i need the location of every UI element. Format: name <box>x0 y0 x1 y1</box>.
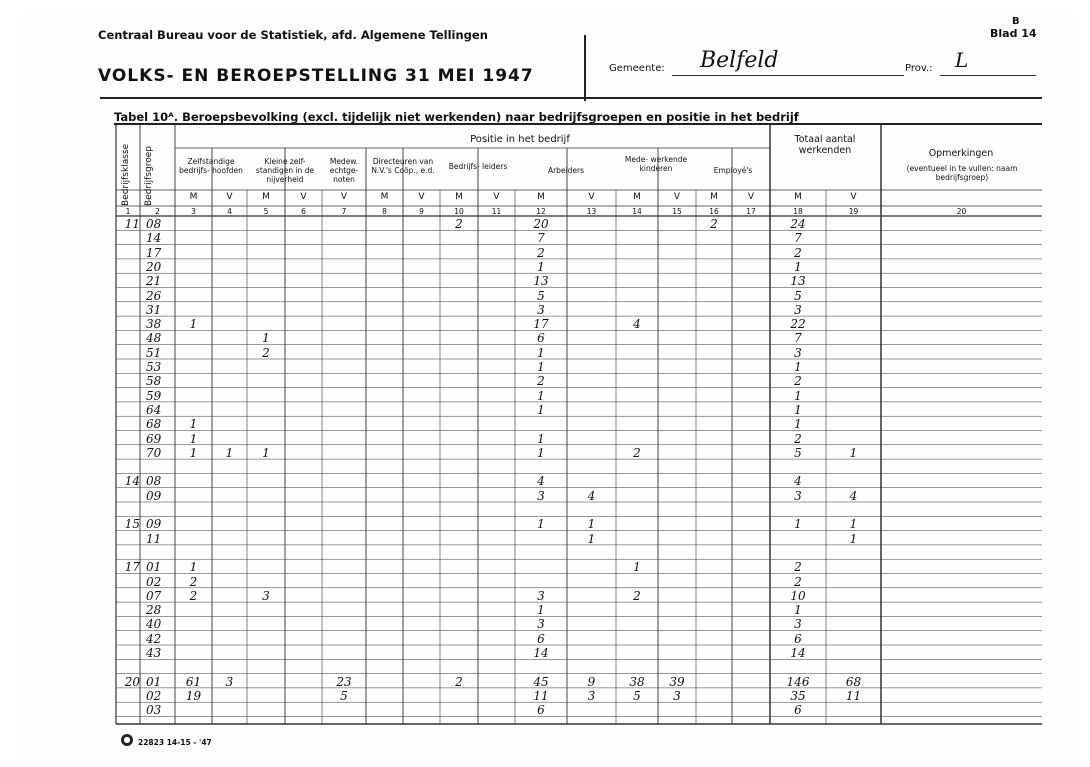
mv-label-col-13: V <box>588 192 595 202</box>
col-number-10: 10 <box>454 207 464 216</box>
cell-col-14: 5 <box>633 688 641 703</box>
cell-col-12: 11 <box>533 688 549 703</box>
gemeente-label: Gemeente: <box>609 63 665 74</box>
groep-value: 20 <box>146 259 162 274</box>
cell-col-10: 2 <box>455 217 463 231</box>
groep-value: 08 <box>146 474 162 489</box>
census-title: VOLKS- EN BEROEPSTELLING 31 MEI 1947 <box>98 66 534 86</box>
cell-col-12: 1 <box>537 345 545 360</box>
cell-col-7: 23 <box>336 674 352 689</box>
cell-col-3: 61 <box>185 674 202 689</box>
col-number-11: 11 <box>491 207 502 216</box>
cell-col-14: 2 <box>633 445 641 460</box>
groep-value: 09 <box>146 488 162 503</box>
col-number-9: 9 <box>419 207 424 216</box>
groep-value: 11 <box>146 531 162 546</box>
col-number-1: 1 <box>125 207 131 216</box>
col-number-3: 3 <box>191 207 196 216</box>
klasse-value: 15 <box>124 517 140 532</box>
prov-value: L <box>955 48 969 72</box>
col-number-18: 18 <box>793 207 803 216</box>
cell-col-18: 13 <box>790 274 806 289</box>
cell-col-3: 1 <box>189 317 198 332</box>
col-header-opmerkingen: Opmerkingen <box>928 148 994 159</box>
groep-value: 38 <box>146 317 162 332</box>
cell-col-5: 1 <box>262 445 270 460</box>
col-header-leiders: Bedrijfs- leiders <box>448 162 508 171</box>
cell-col-14: 4 <box>633 317 641 332</box>
col-number-7: 7 <box>341 207 347 216</box>
col-header-employes: Employé's <box>713 166 753 175</box>
cell-col-14: 2 <box>633 588 641 603</box>
cell-col-18: 3 <box>794 302 802 317</box>
klasse-value: 17 <box>124 560 140 575</box>
cell-col-18: 10 <box>790 588 806 603</box>
cell-col-10: 2 <box>455 674 463 689</box>
cell-col-12: 1 <box>537 431 545 446</box>
mv-label-col-10: M <box>455 192 463 202</box>
cell-col-18: 1 <box>794 402 802 417</box>
cell-col-5: 2 <box>262 345 270 360</box>
col-number-17: 17 <box>746 207 756 216</box>
col-number-8: 8 <box>382 207 387 216</box>
cell-col-13: 1 <box>587 517 596 532</box>
mv-label-col-15: V <box>673 192 681 202</box>
col-number-2: 2 <box>155 207 160 216</box>
cell-col-12: 3 <box>537 302 545 317</box>
groep-value: 26 <box>146 288 162 303</box>
cell-col-18: 2 <box>794 560 802 575</box>
col-number-5: 5 <box>263 207 269 216</box>
cell-col-12: 7 <box>537 231 545 246</box>
cell-col-3: 1 <box>189 560 198 575</box>
printer-mark-icon: ● <box>121 734 133 746</box>
groep-value: 53 <box>146 360 162 374</box>
groep-value: 69 <box>146 431 162 446</box>
groep-value: 43 <box>146 646 162 660</box>
cell-col-18: 5 <box>794 288 802 303</box>
cell-col-3: 19 <box>185 688 202 703</box>
mv-label-col-9: V <box>418 192 425 202</box>
groep-value: 28 <box>146 603 162 618</box>
cell-col-13: 1 <box>587 531 596 546</box>
cell-col-12: 3 <box>537 488 545 503</box>
groep-value: 17 <box>146 245 162 260</box>
cell-col-18: 3 <box>794 617 802 632</box>
cell-col-7: 5 <box>340 688 348 703</box>
groep-value: 08 <box>146 217 162 231</box>
mv-label-col-3: M <box>189 192 198 202</box>
col-header-opm-sub: (eventueel in te vullen: naam bedrijfsgroep) <box>906 164 1018 182</box>
groep-value: 64 <box>146 402 162 417</box>
cell-col-12: 45 <box>533 674 549 689</box>
bureau-name: Centraal Bureau voor de Statistiek, afd. Algemene Tellingen <box>98 28 488 42</box>
cell-col-18: 2 <box>794 574 802 589</box>
col-number-13: 13 <box>586 207 597 216</box>
cell-col-4: 3 <box>225 674 234 689</box>
cell-col-13: 4 <box>587 488 596 503</box>
print-code: 22823 14-15 - '47 <box>138 738 212 747</box>
cell-col-18: 2 <box>794 431 802 446</box>
col-number-15: 15 <box>672 207 682 216</box>
gemeente-value: Belfeld <box>700 48 779 73</box>
cell-col-18: 1 <box>794 417 802 432</box>
cell-col-12: 1 <box>537 445 545 460</box>
cell-col-3: 1 <box>189 431 198 446</box>
cell-col-3: 2 <box>189 574 198 589</box>
cell-col-12: 2 <box>537 245 545 260</box>
cell-col-18: 2 <box>794 245 802 260</box>
groep-value: 48 <box>146 331 162 346</box>
mv-label-col-19: V <box>850 192 857 202</box>
cell-col-18: 22 <box>790 317 806 332</box>
cell-col-19: 1 <box>849 445 858 460</box>
cell-col-12: 1 <box>537 388 545 403</box>
klasse-value: 11 <box>124 217 140 231</box>
col-header-arbeiders: Arbeiders <box>547 166 585 175</box>
cell-col-18: 1 <box>794 360 802 374</box>
col-header-klasse: Bedrijfsklasse <box>121 143 131 206</box>
col-number-20: 20 <box>956 207 967 216</box>
cell-col-19: 4 <box>849 488 858 503</box>
cell-col-19: 1 <box>849 531 858 546</box>
mv-label-col-17: V <box>747 192 755 202</box>
groep-value: 07 <box>146 588 162 603</box>
cell-col-18: 2 <box>794 374 802 389</box>
cell-col-18: 4 <box>794 474 802 489</box>
mv-label-col-5: M <box>262 192 270 202</box>
mv-label-col-11: V <box>493 192 500 202</box>
cell-col-12: 4 <box>537 474 545 489</box>
groep-value: 70 <box>146 445 162 460</box>
cell-col-12: 6 <box>537 331 545 346</box>
groep-value: 02 <box>146 688 162 703</box>
mv-label-col-8: M <box>380 192 389 202</box>
klasse-value: 14 <box>124 474 140 489</box>
groep-value: 21 <box>146 274 162 289</box>
groep-value: 14 <box>146 231 162 246</box>
col-header-positie: Positie in het bedrijf <box>470 134 570 145</box>
cell-col-14: 38 <box>629 674 645 689</box>
cell-col-19: 11 <box>845 688 862 703</box>
cell-col-5: 3 <box>262 588 270 603</box>
cell-col-16: 2 <box>710 217 718 231</box>
cell-col-3: 1 <box>189 445 198 460</box>
mv-label-col-7: V <box>340 192 348 202</box>
cell-col-19: 68 <box>845 674 862 689</box>
cell-col-18: 146 <box>786 674 810 689</box>
cell-col-12: 6 <box>537 703 545 718</box>
col-header-groep: Bedrijfsgroep <box>144 146 154 206</box>
mv-label-col-6: V <box>300 192 307 202</box>
groep-value: 59 <box>146 388 162 403</box>
cell-col-18: 1 <box>794 517 802 532</box>
cell-col-12: 6 <box>537 631 545 646</box>
cell-col-12: 1 <box>537 517 545 532</box>
cell-col-12: 1 <box>537 402 545 417</box>
blad-mark: B <box>1012 16 1020 27</box>
groep-value: 40 <box>146 617 162 632</box>
prov-label: Prov.: <box>905 63 933 74</box>
cell-col-18: 1 <box>794 388 802 403</box>
cell-col-12: 17 <box>533 317 549 332</box>
mv-label-col-4: V <box>226 192 233 202</box>
mv-label-col-14: M <box>633 192 641 202</box>
cell-col-18: 7 <box>794 331 802 346</box>
cell-col-12: 5 <box>537 288 545 303</box>
cell-col-12: 1 <box>537 360 545 374</box>
cell-col-12: 1 <box>537 603 545 618</box>
cell-col-18: 7 <box>794 231 802 246</box>
cell-col-15: 39 <box>669 674 685 689</box>
cell-col-12: 3 <box>537 617 545 632</box>
cell-col-18: 6 <box>794 631 802 646</box>
col-number-12: 12 <box>536 207 546 216</box>
cell-col-12: 20 <box>533 217 549 231</box>
groep-value: 68 <box>146 417 162 432</box>
col-number-4: 4 <box>227 207 232 216</box>
cell-col-18: 1 <box>794 603 802 618</box>
mv-label-col-18: M <box>794 192 802 202</box>
cell-col-12: 3 <box>537 588 545 603</box>
col-number-14: 14 <box>632 207 642 216</box>
cell-col-18: 1 <box>794 259 802 274</box>
col-header-mede: Mede- werkende kinderen <box>624 155 688 173</box>
cell-col-18: 3 <box>794 345 802 360</box>
col-header-totaal: Totaal aantal werkenden <box>794 134 856 156</box>
cell-col-3: 1 <box>189 417 198 432</box>
groep-value: 02 <box>146 574 162 589</box>
col-header-zelfstandig: Zelfstandige bedrijfs- hoofden <box>179 157 243 175</box>
col-number-6: 6 <box>301 207 306 216</box>
table-title: Tabel 10ᴬ. Beroepsbevolking (excl. tijdelijk niet werkenden) naar bedrijfsgroepen en positie in het bedrijf <box>114 110 799 124</box>
klasse-value: 20 <box>124 674 140 689</box>
groep-value: 31 <box>146 302 162 317</box>
cell-col-3: 2 <box>189 588 198 603</box>
groep-value: 09 <box>146 517 162 532</box>
cell-col-18: 5 <box>794 445 802 460</box>
groep-value: 03 <box>146 703 162 718</box>
cell-col-19: 1 <box>849 517 858 532</box>
groep-value: 58 <box>146 374 162 389</box>
cell-col-18: 14 <box>790 646 806 660</box>
cell-col-12: 14 <box>533 646 549 660</box>
cell-col-15: 3 <box>673 688 681 703</box>
cell-col-14: 1 <box>633 560 641 575</box>
col-header-directeuren: Directeuren van N.V.'s Coöp., e.d. <box>371 157 435 175</box>
groep-value: 01 <box>146 674 162 689</box>
cell-col-18: 6 <box>794 703 802 718</box>
blad-number: Blad 14 <box>990 27 1037 40</box>
cell-col-12: 13 <box>533 274 549 289</box>
mv-label-col-12: M <box>537 192 545 202</box>
cell-col-12: 1 <box>537 259 545 274</box>
col-number-16: 16 <box>709 207 719 216</box>
groep-value: 42 <box>146 631 162 646</box>
col-header-medew: Medew. echtge- noten <box>329 157 359 184</box>
cell-col-4: 1 <box>225 445 234 460</box>
cell-col-18: 35 <box>790 688 806 703</box>
col-header-kleine: Kleine zelf- standigen in de nijverheid <box>255 157 315 184</box>
cell-col-5: 1 <box>262 331 270 346</box>
cell-col-13: 9 <box>587 674 596 689</box>
groep-value: 01 <box>146 560 162 575</box>
cell-col-13: 3 <box>587 688 596 703</box>
groep-value: 51 <box>146 345 162 360</box>
cell-col-18: 24 <box>790 217 806 231</box>
mv-label-col-16: M <box>710 192 718 202</box>
cell-col-18: 3 <box>794 488 802 503</box>
col-number-19: 19 <box>848 207 859 216</box>
cell-col-12: 2 <box>537 374 545 389</box>
